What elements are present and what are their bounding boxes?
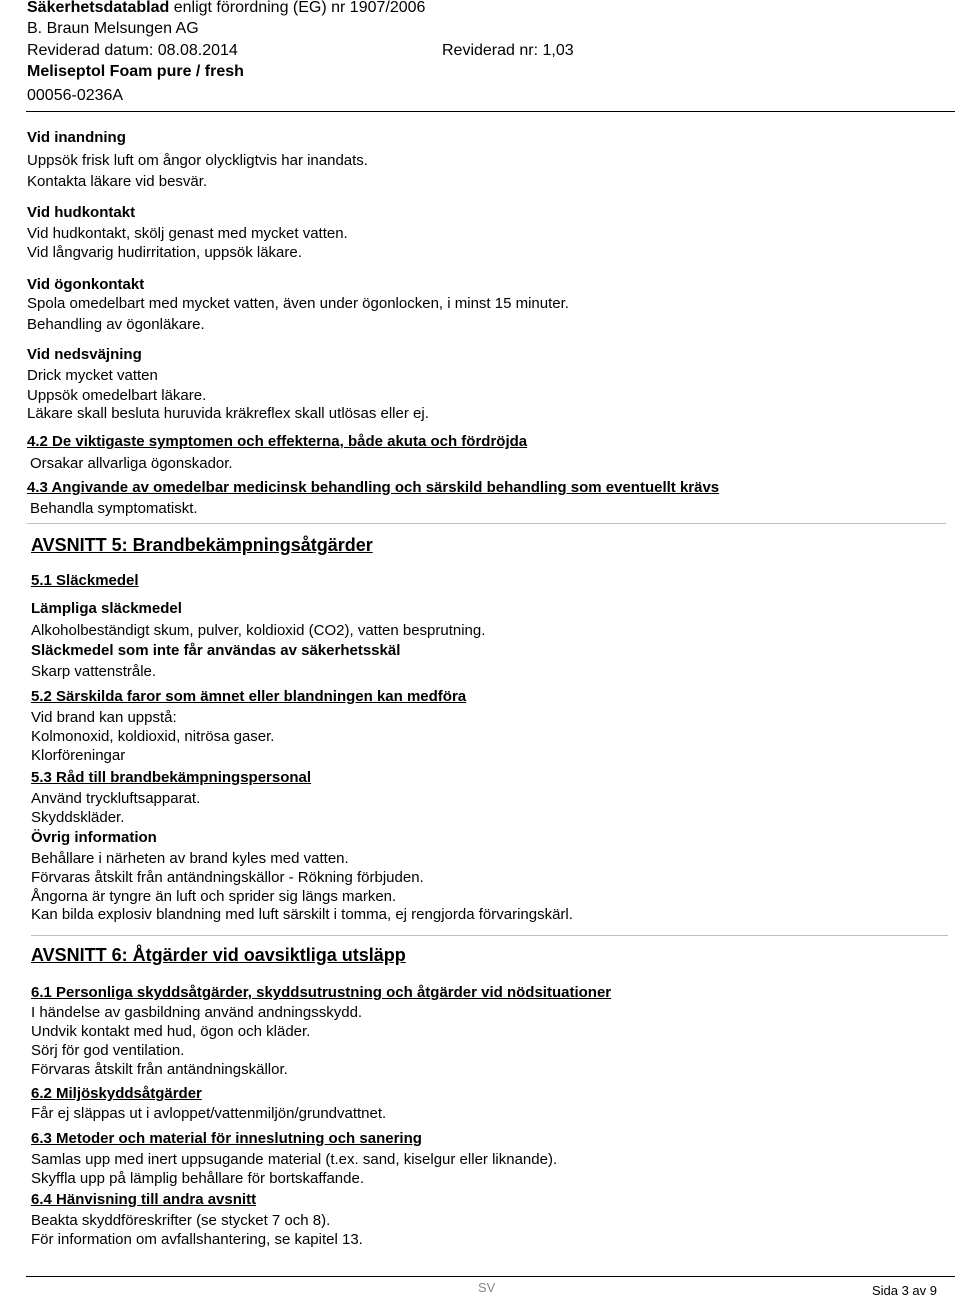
section-4-3-heading: 4.3 Angivande av omedelbar medicinsk behandling och särskild behandling som eventuellt krävs xyxy=(27,479,720,496)
section-6-4-heading: 6.4 Hänvisning till andra avsnitt xyxy=(31,1191,257,1208)
section-6-1-text-4: Förvaras åtskilt från antändningskällor. xyxy=(31,1061,288,1078)
document-title-rest: enligt förordning (EG) nr 1907/2006 xyxy=(169,0,426,16)
revised-date: Reviderad datum: 08.08.2014 xyxy=(27,42,238,59)
section-divider-5 xyxy=(27,523,946,524)
eye-contact-heading: Vid ögonkontakt xyxy=(27,276,145,293)
section-6-2-heading: 6.2 Miljöskyddsåtgärder xyxy=(31,1085,202,1102)
section-5-2-text-2: Kolmonoxid, koldioxid, nitrösa gaser. xyxy=(31,728,275,745)
unsuitable-media-text: Skarp vattenstråle. xyxy=(31,663,157,680)
header-divider xyxy=(26,111,955,112)
inhalation-text-2: Kontakta läkare vid besvär. xyxy=(27,173,208,190)
swallowing-text-1: Drick mycket vatten xyxy=(27,367,158,384)
other-information-text-4: Kan bilda explosiv blandning med luft särskilt i tomma, ej rengjorda förvaringskärl. xyxy=(31,906,573,923)
eye-contact-text-2: Behandling av ögonläkare. xyxy=(27,316,205,333)
suitable-media-text: Alkoholbeständigt skum, pulver, koldioxid (CO2), vatten besprutning. xyxy=(31,622,486,639)
other-information-heading: Övrig information xyxy=(31,829,157,846)
section-6-3-text-2: Skyffla upp på lämplig behållare för bortskaffande. xyxy=(31,1170,364,1187)
section-6-4-text-1: Beakta skyddföreskrifter (se stycket 7 och 8). xyxy=(31,1212,331,1229)
section-6-1-text-1: I händelse av gasbildning använd andningsskydd. xyxy=(31,1004,363,1021)
section-6-2-text-1: Får ej släppas ut i avloppet/vattenmiljön/grundvattnet. xyxy=(31,1105,387,1122)
footer-divider xyxy=(26,1276,955,1277)
section-5-2-heading: 5.2 Särskilda faror som ämnet eller blandningen kan medföra xyxy=(31,688,467,705)
footer-page-number: Sida 3 av 9 xyxy=(871,1283,937,1298)
section-6-title: AVSNITT 6: Åtgärder vid oavsiktliga utsläpp xyxy=(31,945,406,965)
section-5-1-heading: 5.1 Släckmedel xyxy=(31,572,139,589)
eye-contact-text-1: Spola omedelbart med mycket vatten, även under ögonlocken, i minst 15 minuter. xyxy=(27,295,569,312)
revision-number: Reviderad nr: 1,03 xyxy=(442,42,574,59)
section-6-1-heading: 6.1 Personliga skyddsåtgärder, skyddsutrustning och åtgärder vid nödsituationer xyxy=(31,984,612,1001)
company-name: B. Braun Melsungen AG xyxy=(27,20,199,37)
skin-contact-text-1: Vid hudkontakt, skölj genast med mycket vatten. xyxy=(27,225,348,242)
section-6-4-text-2: För information om avfallshantering, se kapitel 13. xyxy=(31,1231,363,1248)
section-5-3-text-2: Skyddskläder. xyxy=(31,809,125,826)
unsuitable-media-heading: Släckmedel som inte får användas av säkerhetsskäl xyxy=(31,642,401,659)
section-5-title: AVSNITT 5: Brandbekämpningsåtgärder xyxy=(31,535,373,555)
section-5-3-heading: 5.3 Råd till brandbekämpningspersonal xyxy=(31,769,312,786)
document-title-bold: Säkerhetsdatablad xyxy=(27,0,170,16)
suitable-media-heading: Lämpliga släckmedel xyxy=(31,600,182,617)
section-6-3-heading: 6.3 Metoder och material för inneslutning och sanering xyxy=(31,1130,422,1147)
section-4-3-text: Behandla symptomatiskt. xyxy=(30,500,198,517)
skin-contact-heading: Vid hudkontakt xyxy=(27,204,136,221)
footer-language: SV xyxy=(478,1280,496,1295)
section-6-1-text-2: Undvik kontakt med hud, ögon och kläder. xyxy=(31,1023,311,1040)
section-divider-6 xyxy=(31,935,948,936)
other-information-text-3: Ångorna är tyngre än luft och sprider sig längs marken. xyxy=(31,888,397,905)
other-information-text-2: Förvaras åtskilt från antändningskällor - Rökning förbjuden. xyxy=(31,869,424,886)
inhalation-text-1: Uppsök frisk luft om ångor olyckligtvis har inandats. xyxy=(27,152,368,169)
product-code: 00056-0236A xyxy=(27,87,124,104)
swallowing-text-3: Läkare skall besluta huruvida kräkreflex skall utlösas eller ej. xyxy=(27,405,429,422)
inhalation-heading: Vid inandning xyxy=(27,129,126,146)
swallowing-heading: Vid nedsväjning xyxy=(27,346,142,363)
skin-contact-text-2: Vid långvarig hudirritation, uppsök läkare. xyxy=(27,244,302,261)
section-5-2-text-1: Vid brand kan uppstå: xyxy=(31,709,177,726)
section-6-3-text-1: Samlas upp med inert uppsugande material (t.ex. sand, kiselgur eller liknande). xyxy=(31,1151,558,1168)
section-5-2-text-3: Klorföreningar xyxy=(31,747,126,764)
section-5-3-text-1: Använd tryckluftsapparat. xyxy=(31,790,201,807)
section-4-2-heading: 4.2 De viktigaste symptomen och effekterna, både akuta och fördröjda xyxy=(27,433,528,450)
product-name: Meliseptol Foam pure / fresh xyxy=(27,63,244,80)
swallowing-text-2: Uppsök omedelbart läkare. xyxy=(27,387,207,404)
section-4-2-text: Orsakar allvarliga ögonskador. xyxy=(30,455,233,472)
section-6-1-text-3: Sörj för god ventilation. xyxy=(31,1042,185,1059)
document-title xyxy=(27,0,425,18)
other-information-text-1: Behållare i närheten av brand kyles med vatten. xyxy=(31,850,349,867)
